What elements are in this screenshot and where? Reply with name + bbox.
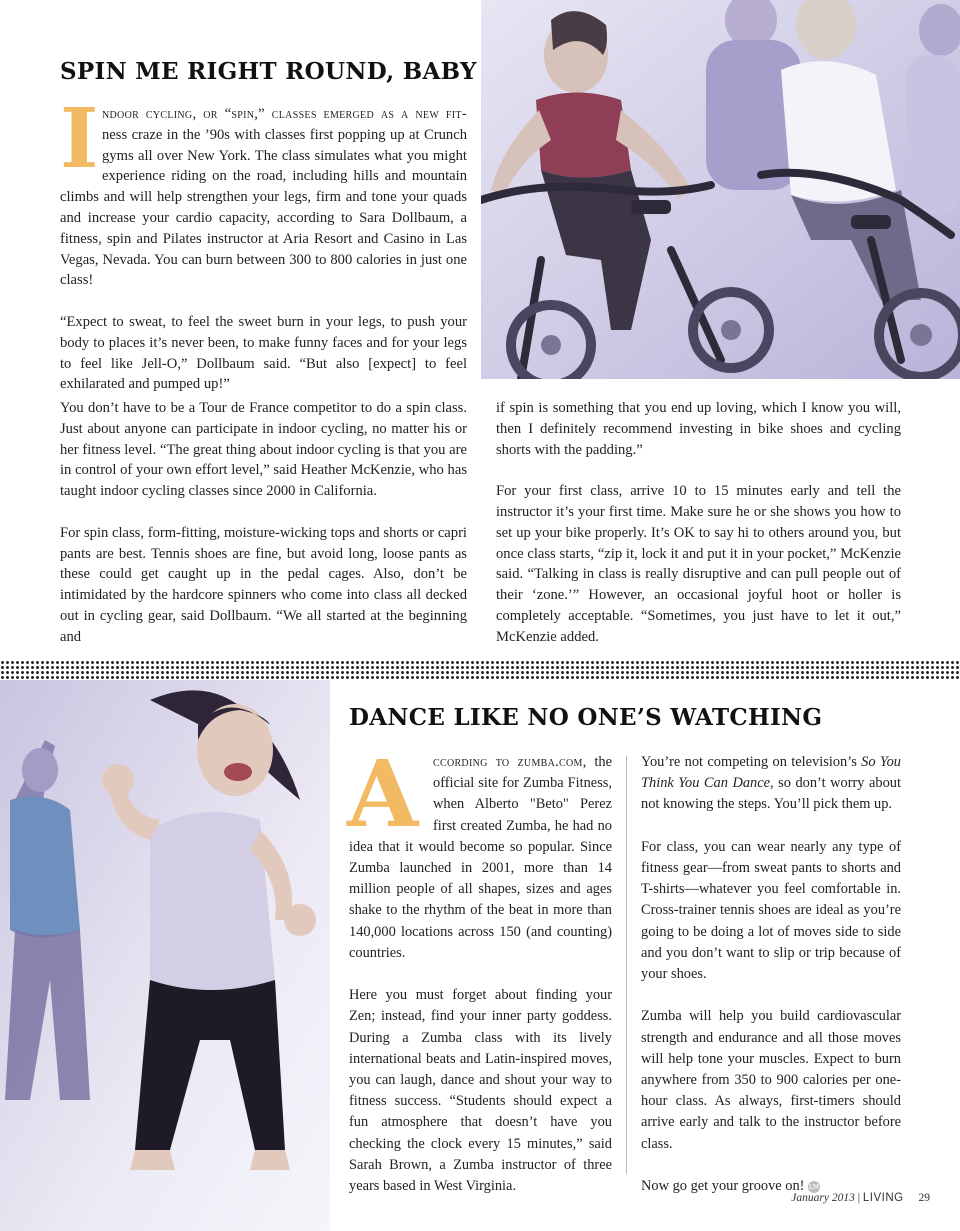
column-separator	[626, 756, 627, 1174]
spin-dropcap: I	[60, 91, 99, 187]
dance-closing-text: Now go get your groove on!	[641, 1178, 805, 1195]
dance-section-title: DANCE LIKE NO ONE’S WATCHING	[349, 704, 823, 731]
spin-paragraph-3: You don’t have to be a Tour de France competitor to do a spin class. Just about anyone can participate in indoor cycling, no matter his or her fitness level. “The great thing about indoor cycling is that you are in control of your own effort level,” said Heather McKenzie, who has taught indoor cycling classes since 2000 in California.	[60, 400, 467, 500]
dance-paragraph-1-text: the official site for Zumba Fitness, when Alberto "Beto" Perez first created Zumba, he had no idea that it would become so popular. Since Zumba launched in 2001, more than 14 million people of all shapes, sizes and ages shake to the rhythm of the beat in more than 140,000 locations across 150 (and counting) countries.	[349, 754, 612, 961]
spin-paragraph-4: For spin class, form-fitting, moisture-wicking tops and shorts or capri pants are best. Tennis shoes are fine, but avoid long, loose pants as these could get caught up in the pedal cages. Also, don’t be intimidated by the hardcore spinners who come into class all decked out in cycling gear, said Dollbaum. “We all started at the beginning and	[60, 524, 467, 645]
page-footer	[791, 1192, 930, 1204]
dance-paragraph-3	[641, 752, 901, 816]
spin-lead-smallcaps: ndoor cycling, or “spin,” classes emerged as a new fit-	[102, 106, 467, 122]
dance-paragraph-5: Zumba will help you build cardiovascular strength and endurance and all those moves will help tone your muscles. Expect to burn anywhere from 350 to 900 calories per one-hour class. As always, first-timers should arrive early and talk to the instructor before class.	[641, 1008, 901, 1152]
dance-paragraph-2: Here you must forget about finding your Zen; instead, find your inner party goddess. During a Zumba class with its lively international beats and Latin-inspired moves, you can laugh, dance and shout your way to fitness success. “Students should expect a fun atmosphere that doesn’t have you checking the clock every 15 minutes,” said Sarah Brown, a Zumba instructor of three years based in West Virginia.	[349, 987, 612, 1195]
dance-lead-smallcaps: ccording to zumba.com,	[433, 754, 587, 770]
zumba-dancer-illustration	[0, 680, 330, 1231]
spin-paragraph-1	[60, 91, 467, 291]
spin-paragraph-2: “Expect to sweat, to feel the sweet burn in your legs, to push your body to places it’s never been, to make funny faces and for your legs to feel like Jell-O,” Dollbaum said. “But also [expect] to feel exhilarated and pumped up!”	[60, 313, 467, 393]
dance-paragraph-3-lead: You’re not competing on television’s	[641, 754, 862, 770]
section-divider	[0, 660, 960, 680]
spin-left-column	[60, 398, 467, 668]
zumba-dancer-photo	[0, 680, 330, 1231]
dance-left-column	[347, 740, 612, 1218]
dance-right-column	[641, 752, 901, 1218]
page-number: 29	[918, 1192, 930, 1204]
spin-right-column	[496, 398, 901, 668]
show-title: So You Think You Can Dance	[641, 754, 901, 792]
dance-dropcap: A	[347, 740, 419, 848]
spin-paragraph-1-text: ness craze in the ’90s with classes first popping up at Crunch gyms all over New York. The class simulates what you might experience riding on the road, including hills and mountain climbs and will help strengthen your legs, firm and tone your quads and increase your cardio capacity, according to Sara Dollbaum, a fitness, spin and Pilates instructor at Aria Resort and Casino in Las Vegas, Nevada. You can burn between 300 to 800 calories in just one class!	[60, 126, 467, 289]
dance-paragraph-1	[347, 740, 612, 964]
spin-class-illustration	[481, 0, 960, 379]
dance-paragraph-3-tail: , so don’t worry about not knowing the steps. You’ll pick them up.	[641, 775, 901, 813]
spin-paragraph-6: For your first class, arrive 10 to 15 minutes early and tell the instructor it’s your first time. Make sure he or she shows you how to set up your bike properly. It’s OK to say hi to others around you, but once class starts, “zip it, lock it and put it in your pocket,” McKenzie said. “Talking in class is really disruptive and can pull people out of their ‘zone.’” However, an occasional joyful hoot or holler is completely acceptable. “Sometimes, you just have to let it out,” McKenzie added.	[496, 483, 901, 645]
spin-class-photo	[481, 0, 960, 379]
spin-intro-column	[60, 91, 467, 416]
issue-date: January 2013	[791, 1192, 855, 1204]
spin-section-title: SPIN ME RIGHT ROUND, BABY	[60, 58, 477, 85]
end-mark-icon: LM	[809, 1182, 820, 1191]
spin-paragraph-5: if spin is something that you end up loving, which I know you will, then I definitely recommend investing in bike shoes and cycling shorts with the padding.”	[496, 400, 901, 458]
dance-paragraph-4: For class, you can wear nearly any type of fitness gear—from sweat pants to shorts and T-shirts—whatever you feel comfortable in. Cross-trainer tennis shoes are ideal as you’re going to be doing a lot of moves side to side and you don’t want to slip or trip because of your shoes.	[641, 838, 901, 983]
footer-separator: |	[857, 1192, 861, 1204]
magazine-name: LIVING	[862, 1192, 904, 1204]
